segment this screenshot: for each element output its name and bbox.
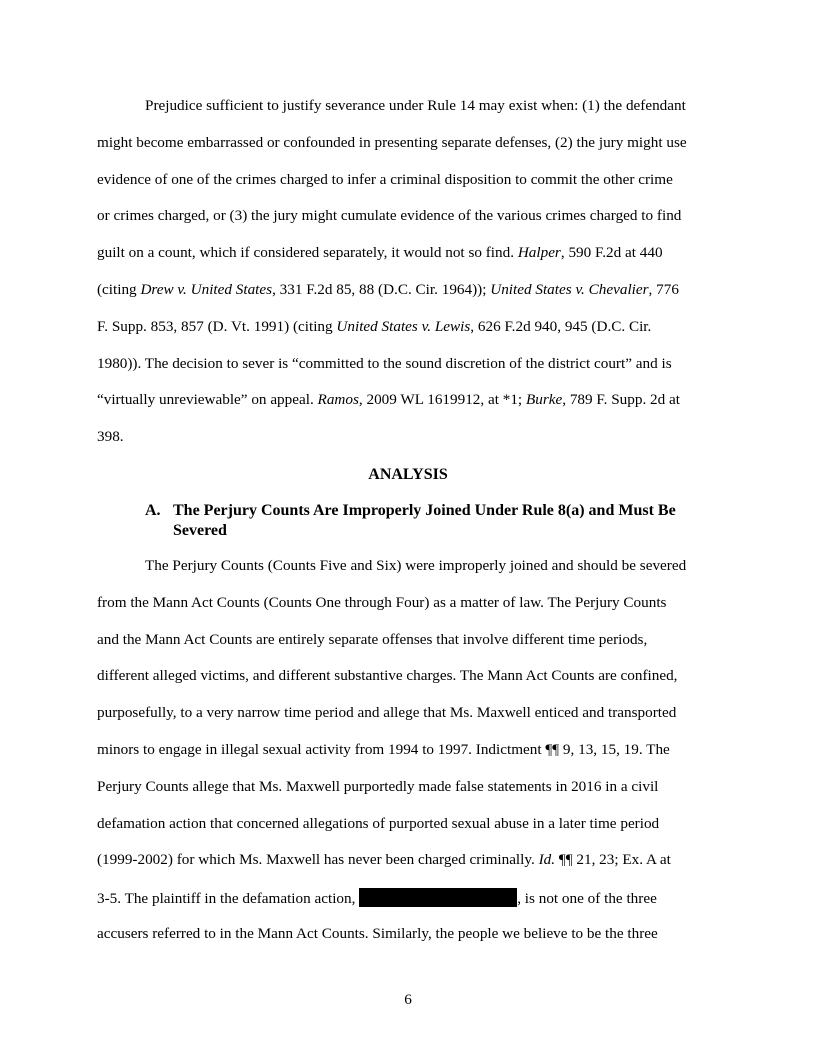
text-run: Perjury Counts allege that Ms. Maxwell purportedly made false statements in 2016 in a civil: [97, 778, 659, 795]
case-citation: Burke: [525, 391, 563, 408]
paragraph-line: [97, 244, 663, 262]
redaction-box: [359, 888, 517, 907]
text-run: 1980)). The decision to sever is “committed to the sound discretion of the district court” and is: [97, 355, 672, 372]
text-run: 3-5. The plaintiff in the defamation action,: [97, 890, 360, 907]
subsection-letter: A.: [145, 502, 161, 519]
paragraph-line: [97, 888, 657, 906]
text-run: and the Mann Act Counts are entirely separate offenses that involve different time periods,: [97, 631, 648, 648]
paragraph-line: [97, 281, 679, 299]
text-run: different alleged victims, and different substantive charges. The Mann Act Counts are confined,: [97, 667, 678, 684]
text-run: , 2009 WL 1619912, at *1;: [358, 391, 526, 408]
case-citation: Ramos: [317, 391, 359, 408]
case-citation: Halper: [517, 244, 561, 261]
text-run: or crimes charged, or (3) the jury might cumulate evidence of the various crimes charged to find: [97, 207, 682, 224]
text-run: (citing: [97, 281, 141, 298]
subsection-heading: [145, 501, 745, 543]
text-run: guilt on a count, which if considered separately, it would not so find.: [97, 244, 518, 261]
paragraph-line: [97, 207, 681, 225]
paragraph-line: [97, 631, 647, 649]
text-run: defamation action that concerned allegations of purported sexual abuse in a later time period: [97, 815, 660, 832]
text-run: ¶¶ 21, 23; Ex. A at: [555, 851, 671, 868]
paragraph-line: [97, 355, 672, 373]
paragraph-line: [97, 741, 670, 759]
paragraph-line: [97, 428, 124, 446]
paragraph-line: [97, 318, 651, 336]
page-number: 6: [404, 991, 412, 1008]
subsection-title-line: The Perjury Counts Are Improperly Joined Under Rule 8(a) and Must Be: [173, 502, 676, 519]
text-run: evidence of one of the crimes charged to infer a criminal disposition to commit the other crime: [97, 171, 673, 188]
paragraph-line: [97, 778, 658, 796]
text-run: , 789 F. Supp. 2d at: [562, 391, 680, 408]
text-run: 398.: [97, 428, 124, 445]
paragraph-line: [145, 97, 686, 115]
text-run: accusers referred to in the Mann Act Counts. Similarly, the people we believe to be the three: [97, 925, 658, 942]
case-citation: Id.: [538, 851, 556, 868]
case-citation: United States v. Lewis: [336, 318, 471, 335]
paragraph-line: [97, 851, 671, 869]
section-heading: ANALYSIS: [368, 466, 448, 483]
paragraph-line: [97, 704, 676, 722]
text-run: “virtually unreviewable” on appeal.: [97, 391, 318, 408]
text-run: , 626 F.2d 940, 945 (D.C. Cir.: [470, 318, 652, 335]
text-run: The Perjury Counts (Counts Five and Six) were improperly joined and should be severed: [145, 557, 687, 574]
paragraph-line: [97, 134, 687, 152]
paragraph-line: [97, 594, 666, 612]
paragraph-line: [97, 391, 680, 409]
text-run: , is not one of the three: [517, 890, 657, 907]
case-citation: Drew v. United States: [140, 281, 273, 298]
paragraph-line: [145, 557, 686, 575]
text-run: , 331 F.2d 85, 88 (D.C. Cir. 1964));: [272, 281, 491, 298]
text-run: Prejudice sufficient to justify severance under Rule 14 may exist when: (1) the defendant: [145, 97, 686, 114]
text-run: F. Supp. 853, 857 (D. Vt. 1991) (citing: [97, 318, 337, 335]
text-run: purposefully, to a very narrow time period and allege that Ms. Maxwell enticed and transported: [97, 704, 677, 721]
paragraph-line: [97, 171, 673, 189]
text-run: , 590 F.2d at 440: [560, 244, 663, 261]
paragraph-line: [97, 925, 658, 943]
text-run: might become embarrassed or confounded in presenting separate defenses, (2) the jury might use: [97, 134, 687, 151]
text-run: minors to engage in illegal sexual activity from 1994 to 1997. Indictment ¶¶ 9, 13, 15, 19. The: [97, 741, 670, 758]
text-run: from the Mann Act Counts (Counts One through Four) as a matter of law. The Perjury Counts: [97, 594, 667, 611]
subsection-title-line: Severed: [173, 522, 227, 539]
text-run: (1999-2002) for which Ms. Maxwell has never been charged criminally.: [97, 851, 539, 868]
case-citation: United States v. Chevalier: [490, 281, 649, 298]
text-run: , 776: [648, 281, 679, 298]
paragraph-line: [97, 667, 677, 685]
paragraph-line: [97, 815, 659, 833]
